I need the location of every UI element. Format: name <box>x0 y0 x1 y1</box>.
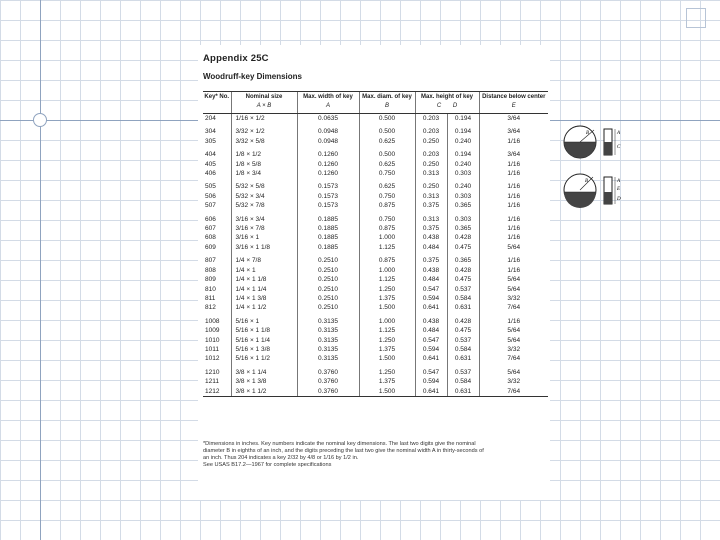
cell-nominal-size: 5/16 × 1 3/8 <box>231 345 297 354</box>
cell-distance-below-center: 1/16 <box>479 160 548 169</box>
cell-distance-below-center: 5/64 <box>479 285 548 294</box>
cell-max-width: 0.0948 <box>297 137 359 146</box>
cell-distance-below-center: 5/64 <box>479 243 548 252</box>
cell-max-width: 0.3135 <box>297 345 359 354</box>
cell-max-height-d: 0.365 <box>447 252 479 265</box>
cell-max-height-c: 0.484 <box>415 243 447 252</box>
cell-nominal-size: 1/4 × 1 1/4 <box>231 285 297 294</box>
table-row <box>203 224 548 233</box>
cell-distance-below-center: 1/16 <box>479 137 548 146</box>
cell-max-height-d: 0.428 <box>447 233 479 242</box>
key-diagram-bottom <box>564 174 621 208</box>
cell-max-diameter: 1.000 <box>359 266 415 275</box>
cell-max-width: 0.2510 <box>297 303 359 312</box>
woodruff-key-table <box>203 91 548 397</box>
cell-max-height-d: 0.428 <box>447 313 479 326</box>
cell-distance-below-center: 7/64 <box>479 303 548 312</box>
cell-max-width: 0.1260 <box>297 146 359 159</box>
cell-max-diameter: 0.625 <box>359 137 415 146</box>
cell-max-width: 0.3135 <box>297 354 359 363</box>
cell-max-height-d: 0.537 <box>447 336 479 345</box>
cell-max-height-c: 0.375 <box>415 224 447 233</box>
cell-distance-below-center: 3/64 <box>479 146 548 159</box>
cell-max-height-d: 0.631 <box>447 387 479 397</box>
table-row <box>203 252 548 265</box>
cell-max-height-c: 0.594 <box>415 377 447 386</box>
cell-max-height-d: 0.428 <box>447 266 479 275</box>
cell-distance-below-center: 5/64 <box>479 336 548 345</box>
table-row <box>203 326 548 335</box>
cell-nominal-size: 1/8 × 1/2 <box>231 146 297 159</box>
cell-max-height-d: 0.240 <box>447 137 479 146</box>
table-row <box>203 201 548 210</box>
cell-max-diameter: 0.750 <box>359 192 415 201</box>
cell-nominal-size: 5/16 × 1 1/8 <box>231 326 297 335</box>
table-row <box>203 169 548 178</box>
cell-max-diameter: 1.375 <box>359 294 415 303</box>
cell-max-height-c: 0.641 <box>415 387 447 397</box>
table-row <box>203 294 548 303</box>
table-row <box>203 123 548 136</box>
cell-max-width: 0.1885 <box>297 211 359 224</box>
cell-max-height-c: 0.438 <box>415 266 447 275</box>
cell-max-height-c: 0.547 <box>415 285 447 294</box>
cell-key-number: 809 <box>205 276 216 284</box>
cell-key-number: 1212 <box>203 387 231 397</box>
cell-max-height-c: 0.313 <box>415 211 447 224</box>
cell-distance-below-center: 5/64 <box>479 326 548 335</box>
cell-nominal-size: 3/16 × 3/4 <box>231 211 297 224</box>
table-row <box>203 387 548 397</box>
cell-distance-below-center: 1/16 <box>479 224 548 233</box>
cell-distance-below-center: 1/16 <box>479 211 548 224</box>
cell-distance-below-center: 1/16 <box>479 192 548 201</box>
cell-key-number: 608 <box>205 234 216 242</box>
diagram-label-top-b: B <box>586 131 590 136</box>
cell-max-height-d: 0.584 <box>447 294 479 303</box>
cell-nominal-size: 3/8 × 1 3/8 <box>231 377 297 386</box>
cell-key-number: 404 <box>205 151 216 159</box>
cell-max-height-d: 0.240 <box>447 178 479 191</box>
cell-max-height-c: 0.438 <box>415 233 447 242</box>
cell-max-height-d: 0.631 <box>447 354 479 363</box>
cell-max-width: 0.3135 <box>297 326 359 335</box>
table-row <box>203 192 548 201</box>
cell-max-height-c: 0.641 <box>415 303 447 312</box>
cell-max-height-d: 0.194 <box>447 123 479 136</box>
cell-distance-below-center: 7/64 <box>479 387 548 397</box>
cell-max-height-c: 0.313 <box>415 169 447 178</box>
cell-distance-below-center: 5/64 <box>479 364 548 377</box>
cell-max-height-d: 0.631 <box>447 303 479 312</box>
table-row <box>203 160 548 169</box>
cell-max-diameter: 1.500 <box>359 387 415 397</box>
cell-max-width: 0.1573 <box>297 178 359 191</box>
cell-max-diameter: 1.000 <box>359 233 415 242</box>
cell-max-height-d: 0.194 <box>447 114 479 124</box>
cell-distance-below-center: 1/16 <box>479 233 548 242</box>
cell-max-width: 0.2510 <box>297 285 359 294</box>
cell-nominal-size: 3/16 × 1 <box>231 233 297 242</box>
cell-max-width: 0.1885 <box>297 233 359 242</box>
cell-max-height-c: 0.250 <box>415 160 447 169</box>
cell-key-number: 808 <box>205 266 216 274</box>
cell-key-number: 405 <box>205 160 216 168</box>
table-row <box>203 303 548 312</box>
cell-nominal-size: 3/32 × 1/2 <box>231 123 297 136</box>
cell-key-number: 1211 <box>205 378 219 386</box>
cell-nominal-size: 5/16 × 1 1/4 <box>231 336 297 345</box>
table-header-row <box>203 92 548 114</box>
col-max-diam: Max. diam. of key B <box>359 92 415 114</box>
cell-max-height-c: 0.250 <box>415 137 447 146</box>
cell-max-width: 0.1573 <box>297 201 359 210</box>
table-title: Woodruff-key Dimensions <box>203 72 302 81</box>
cell-nominal-size: 5/32 × 7/8 <box>231 201 297 210</box>
cell-nominal-size: 3/16 × 1 1/8 <box>231 243 297 252</box>
cell-max-diameter: 1.500 <box>359 303 415 312</box>
cell-nominal-size: 3/16 × 7/8 <box>231 224 297 233</box>
cell-max-diameter: 1.125 <box>359 326 415 335</box>
cell-max-diameter: 1.250 <box>359 336 415 345</box>
diagram-label-bottom-d: D <box>617 197 621 202</box>
cell-max-height-c: 0.594 <box>415 345 447 354</box>
cell-distance-below-center: 1/16 <box>479 252 548 265</box>
cell-max-width: 0.1573 <box>297 192 359 201</box>
cell-max-diameter: 1.125 <box>359 243 415 252</box>
cell-nominal-size: 1/4 × 7/8 <box>231 252 297 265</box>
cell-max-width: 0.2510 <box>297 252 359 265</box>
cell-key-number: 1009 <box>205 327 220 335</box>
cell-max-diameter: 0.750 <box>359 169 415 178</box>
appendix-title: Appendix 25C <box>203 53 269 64</box>
cell-max-diameter: 0.750 <box>359 211 415 224</box>
cell-distance-below-center: 3/32 <box>479 345 548 354</box>
cell-key-number: 505 <box>205 183 216 191</box>
cell-key-number: 807 <box>205 257 216 265</box>
table-row <box>203 336 548 345</box>
cell-distance-below-center: 7/64 <box>479 354 548 363</box>
diagram-label-top-c: C <box>617 145 621 150</box>
cell-key-number: 607 <box>205 225 216 233</box>
table-row <box>203 146 548 159</box>
cell-max-diameter: 0.625 <box>359 178 415 191</box>
key-diagram-svg <box>560 120 640 220</box>
table-row <box>203 137 548 146</box>
cell-key-number: 811 <box>205 294 216 302</box>
table-body <box>203 114 548 397</box>
cell-max-height-c: 0.250 <box>415 178 447 191</box>
col-key-no: Key* No. <box>203 92 231 114</box>
cell-max-width: 0.0635 <box>297 114 359 124</box>
cell-max-width: 0.2510 <box>297 266 359 275</box>
cell-nominal-size: 1/4 × 1 <box>231 266 297 275</box>
cell-max-height-c: 0.547 <box>415 336 447 345</box>
footnote-line: an inch. Thus 204 indicates a key 2/32 by 4/8 or 1/16 by 1/2 in. <box>203 455 359 461</box>
cell-max-height-c: 0.203 <box>415 123 447 136</box>
table-row <box>203 377 548 386</box>
cell-key-number: 204 <box>205 115 216 122</box>
cell-nominal-size: 1/8 × 5/8 <box>231 160 297 169</box>
cell-max-width: 0.2510 <box>297 294 359 303</box>
col-distance: Distance below center E <box>479 92 548 114</box>
cell-max-height-d: 0.584 <box>447 377 479 386</box>
cell-distance-below-center: 3/64 <box>479 123 548 136</box>
cell-max-width: 0.3760 <box>297 387 359 397</box>
slide-decor-corner-box <box>686 8 706 28</box>
cell-max-height-c: 0.375 <box>415 201 447 210</box>
cell-distance-below-center: 3/32 <box>479 377 548 386</box>
cell-key-number: 1012 <box>205 355 220 363</box>
cell-max-height-d: 0.365 <box>447 201 479 210</box>
cell-key-number: 609 <box>205 243 216 251</box>
cell-distance-below-center: 1/16 <box>479 178 548 191</box>
cell-max-height-c: 0.203 <box>415 146 447 159</box>
cell-max-width: 0.3760 <box>297 364 359 377</box>
table-row <box>203 178 548 191</box>
cell-max-height-d: 0.537 <box>447 285 479 294</box>
cell-max-height-d: 0.537 <box>447 364 479 377</box>
cell-key-number: 506 <box>205 192 216 200</box>
cell-max-height-d: 0.475 <box>447 326 479 335</box>
table-row <box>203 266 548 275</box>
footnote-line: diameter B in eighths of an inch, and the digits preceding the last two give the nominal width A in thirty-seconds of <box>203 448 484 454</box>
cell-key-number: 507 <box>205 202 216 210</box>
cell-key-number: 810 <box>205 285 216 293</box>
cell-max-height-d: 0.584 <box>447 345 479 354</box>
cell-distance-below-center: 1/16 <box>479 201 548 210</box>
cell-max-height-c: 0.484 <box>415 275 447 284</box>
cell-max-diameter: 0.875 <box>359 252 415 265</box>
cell-max-diameter: 1.250 <box>359 285 415 294</box>
cell-max-height-c: 0.547 <box>415 364 447 377</box>
cell-max-diameter: 0.875 <box>359 201 415 210</box>
table-row <box>203 364 548 377</box>
cell-max-diameter: 0.875 <box>359 224 415 233</box>
col-max-height: Max. height of key C D <box>415 92 479 114</box>
cell-max-diameter: 0.625 <box>359 160 415 169</box>
cell-max-width: 0.0948 <box>297 123 359 136</box>
cell-max-height-d: 0.194 <box>447 146 479 159</box>
col-nominal-size: Nominal size A × B <box>231 92 297 114</box>
cell-max-width: 0.2510 <box>297 275 359 284</box>
cell-key-number: 606 <box>205 215 216 223</box>
diagram-label-bottom-b: B <box>585 179 589 184</box>
table-row <box>203 345 548 354</box>
cell-nominal-size: 5/16 × 1 1/2 <box>231 354 297 363</box>
cell-max-height-c: 0.375 <box>415 252 447 265</box>
diagram-label-top-a: A <box>617 131 621 136</box>
cell-key-number: 1210 <box>205 368 220 376</box>
cell-nominal-size: 1/16 × 1/2 <box>231 114 297 124</box>
footnote-line: *Dimensions in inches. Key numbers indicate the nominal key dimensions. The last two digits give the nominal <box>203 441 476 447</box>
cell-max-width: 0.3135 <box>297 313 359 326</box>
cell-max-diameter: 0.500 <box>359 114 415 124</box>
table-row <box>203 313 548 326</box>
cell-max-diameter: 1.375 <box>359 377 415 386</box>
cell-nominal-size: 1/8 × 3/4 <box>231 169 297 178</box>
cell-nominal-size: 5/32 × 3/4 <box>231 192 297 201</box>
cell-max-diameter: 0.500 <box>359 123 415 136</box>
cell-max-height-c: 0.203 <box>415 114 447 124</box>
scanned-page <box>198 45 550 500</box>
cell-nominal-size: 1/4 × 1 3/8 <box>231 294 297 303</box>
key-diagram-top <box>564 126 621 158</box>
cell-max-height-d: 0.365 <box>447 224 479 233</box>
cell-nominal-size: 1/4 × 1 1/8 <box>231 275 297 284</box>
table-row <box>203 354 548 363</box>
cell-key-number: 406 <box>205 170 216 178</box>
cell-nominal-size: 1/4 × 1 1/2 <box>231 303 297 312</box>
table-row <box>203 243 548 252</box>
slide-decor-vertical-line <box>40 0 41 540</box>
table-row <box>203 233 548 242</box>
cell-key-number: 304 <box>205 128 216 136</box>
cell-max-height-d: 0.240 <box>447 160 479 169</box>
cell-max-height-c: 0.594 <box>415 294 447 303</box>
cell-max-height-d: 0.303 <box>447 192 479 201</box>
cell-key-number: 1008 <box>205 317 220 325</box>
cell-nominal-size: 5/32 × 5/8 <box>231 178 297 191</box>
cell-distance-below-center: 5/64 <box>479 275 548 284</box>
footnote-line: See USAS B17.2—1967 for complete specifications <box>203 462 332 468</box>
cell-max-width: 0.1885 <box>297 224 359 233</box>
woodruff-key-diagrams <box>560 120 640 220</box>
table-footnote <box>203 441 548 469</box>
cell-max-diameter: 1.125 <box>359 275 415 284</box>
cell-nominal-size: 3/8 × 1 1/4 <box>231 364 297 377</box>
cell-nominal-size: 3/8 × 1 1/2 <box>231 387 297 397</box>
cell-max-height-c: 0.484 <box>415 326 447 335</box>
table-row <box>203 275 548 284</box>
cell-max-height-d: 0.475 <box>447 243 479 252</box>
slide-decor-circle <box>33 113 47 127</box>
cell-max-diameter: 1.375 <box>359 345 415 354</box>
cell-key-number: 1011 <box>205 345 219 353</box>
cell-distance-below-center: 3/32 <box>479 294 548 303</box>
cell-max-height-c: 0.313 <box>415 192 447 201</box>
cell-distance-below-center: 1/16 <box>479 313 548 326</box>
cell-nominal-size: 3/32 × 5/8 <box>231 137 297 146</box>
cell-max-height-d: 0.303 <box>447 169 479 178</box>
cell-max-height-c: 0.438 <box>415 313 447 326</box>
cell-distance-below-center: 1/16 <box>479 169 548 178</box>
cell-max-width: 0.3760 <box>297 377 359 386</box>
table-row <box>203 211 548 224</box>
cell-key-number: 1010 <box>205 336 220 344</box>
cell-max-diameter: 1.000 <box>359 313 415 326</box>
cell-max-diameter: 1.500 <box>359 354 415 363</box>
cell-max-height-d: 0.303 <box>447 211 479 224</box>
diagram-label-bottom-a: A <box>617 179 621 184</box>
cell-max-width: 0.1260 <box>297 160 359 169</box>
cell-max-width: 0.3135 <box>297 336 359 345</box>
cell-key-number: 305 <box>205 137 216 145</box>
cell-max-height-d: 0.475 <box>447 275 479 284</box>
cell-max-height-c: 0.641 <box>415 354 447 363</box>
cell-max-width: 0.1885 <box>297 243 359 252</box>
table-row <box>203 285 548 294</box>
cell-key-number: 812 <box>205 304 216 312</box>
cell-max-diameter: 1.250 <box>359 364 415 377</box>
cell-max-diameter: 0.500 <box>359 146 415 159</box>
col-max-width: Max. width of key A <box>297 92 359 114</box>
table-row <box>203 114 548 124</box>
cell-max-width: 0.1260 <box>297 169 359 178</box>
diagram-label-bottom-e: E <box>617 187 621 192</box>
cell-distance-below-center: 1/16 <box>479 266 548 275</box>
cell-nominal-size: 5/16 × 1 <box>231 313 297 326</box>
cell-distance-below-center: 3/64 <box>479 114 548 124</box>
